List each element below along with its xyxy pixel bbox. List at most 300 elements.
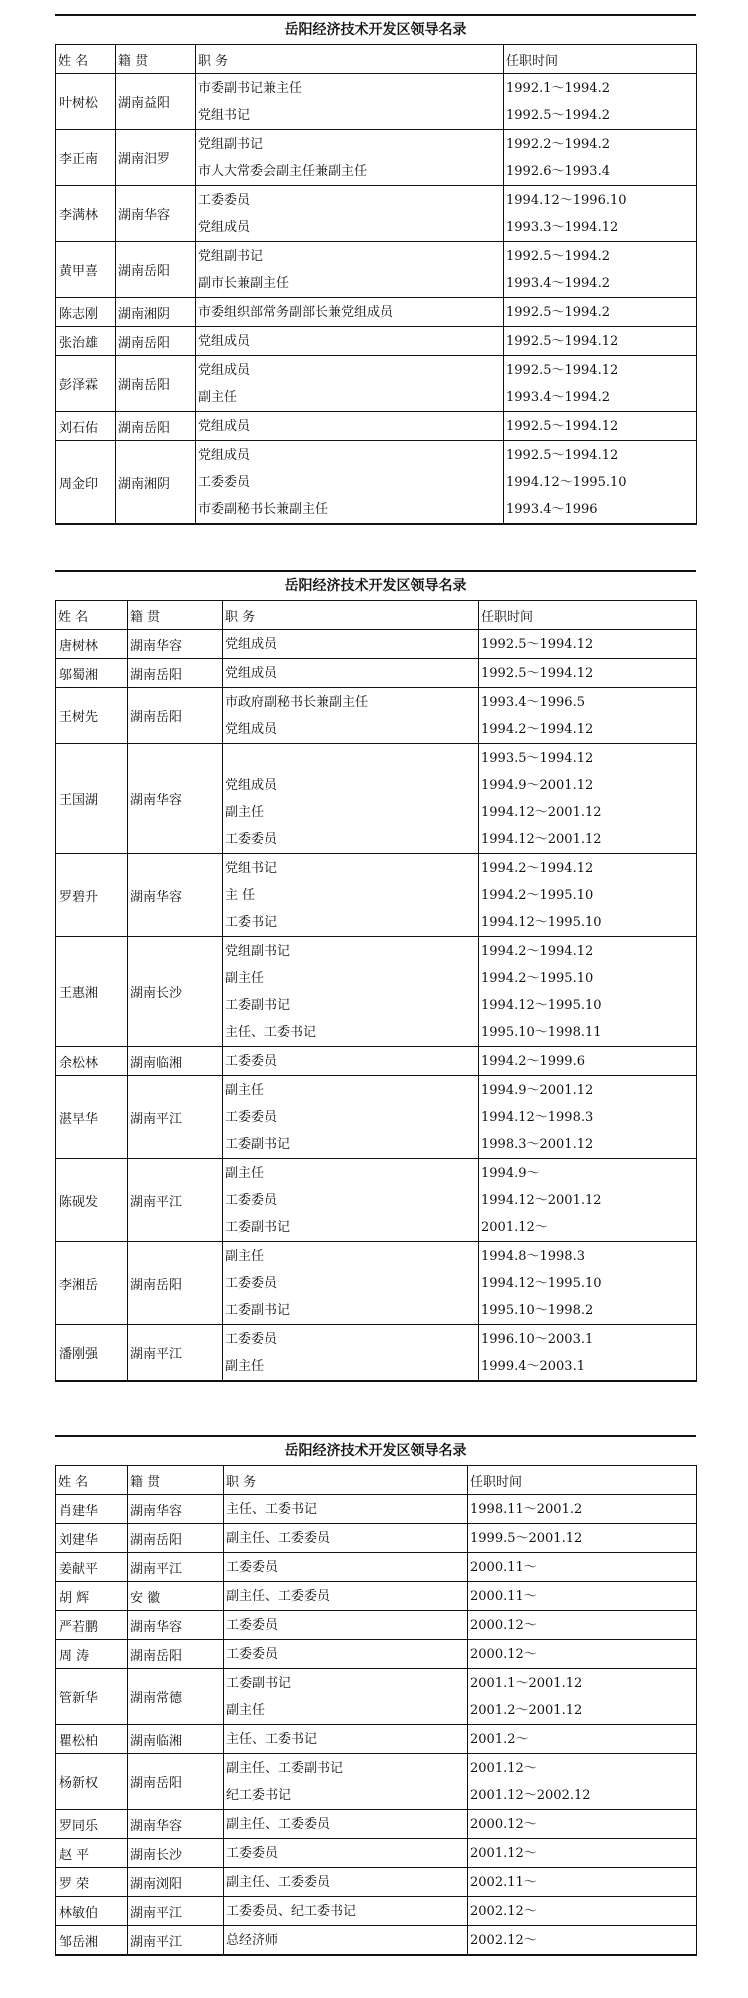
term-line: 1998.11～2001.2 (470, 1501, 583, 1517)
person-name: 肖建华 (56, 1495, 128, 1524)
header-post: 职 务 (224, 1466, 468, 1495)
person-name: 叶树松 (56, 74, 116, 130)
header-post: 职 务 (223, 601, 479, 630)
person-name: 张治雄 (56, 327, 116, 356)
person-name: 李满林 (56, 186, 116, 242)
table-row (56, 74, 697, 130)
person-posts (223, 1325, 479, 1382)
person-origin: 湖南华容 (128, 1495, 224, 1524)
table-row (56, 130, 697, 186)
post-line: 党组成员 (198, 447, 251, 463)
post-line: 副主任 (225, 1248, 265, 1264)
post-line: 主 任 (225, 887, 256, 903)
person-name: 黄甲喜 (56, 242, 116, 298)
post-line: 工委副书记 (225, 1136, 291, 1152)
person-name: 杨新权 (56, 1754, 128, 1810)
table-row (56, 1897, 697, 1926)
person-terms (468, 1669, 697, 1725)
roster-title: 岳阳经济技术开发区领导名录 (55, 1435, 696, 1465)
person-name: 陈志刚 (56, 298, 116, 327)
post-line: 工委委员 (198, 474, 251, 490)
table-row (56, 1553, 697, 1582)
post-line: 主任、工委书记 (226, 1731, 318, 1747)
table-row (56, 1839, 697, 1868)
roster-section-2 (55, 570, 696, 1382)
table-row (56, 1159, 697, 1242)
table-header-row (56, 45, 697, 74)
post-line: 主任、工委书记 (225, 1024, 317, 1040)
post-line: 工委委员 (225, 1192, 278, 1208)
roster-table (55, 1465, 697, 1956)
person-name: 王国湖 (56, 744, 128, 854)
term-line: 2000.12～ (470, 1617, 537, 1633)
person-origin: 湖南华容 (128, 1810, 224, 1839)
roster-section-3 (55, 1435, 696, 1956)
term-line: 1995.10～1998.11 (481, 1024, 602, 1040)
term-line: 1994.2～1994.12 (481, 860, 594, 876)
person-posts (223, 630, 479, 659)
header-term: 任职时间 (504, 45, 697, 74)
person-origin: 湖南浏阳 (128, 1868, 224, 1897)
person-posts (224, 1725, 468, 1754)
person-origin: 湖南益阳 (116, 74, 196, 130)
table-header-row (56, 601, 697, 630)
term-line: 1992.5～1994.2 (506, 248, 610, 264)
term-line: 1994.9～ (481, 1165, 540, 1181)
person-name: 严若鹏 (56, 1611, 128, 1640)
person-terms (504, 327, 697, 356)
term-line: 1992.6～1993.4 (506, 163, 610, 179)
term-line: 1994.12～1995.10 (481, 1275, 602, 1291)
person-terms (468, 1926, 697, 1956)
person-terms (468, 1897, 697, 1926)
person-origin: 湖南岳阳 (116, 242, 196, 298)
post-line: 市政府副秘书长兼副主任 (225, 694, 369, 710)
person-posts (224, 1839, 468, 1868)
post-line: 工委副书记 (225, 1219, 291, 1235)
person-posts (196, 356, 504, 412)
post-line: 党组成员 (225, 777, 278, 793)
table-row (56, 1810, 697, 1839)
person-name: 周 涛 (56, 1640, 128, 1669)
person-terms (479, 1325, 697, 1382)
post-line: 副主任 (226, 1702, 266, 1718)
term-line: 1992.5～1994.12 (481, 665, 594, 681)
table-row (56, 1725, 697, 1754)
person-origin: 安 徽 (128, 1582, 224, 1611)
post-line: 党组成员 (198, 418, 251, 434)
post-line: 工委副书记 (226, 1675, 292, 1691)
post-line: 工委委员 (226, 1559, 279, 1575)
term-line: 1994.2～1994.12 (481, 943, 594, 959)
post-line: 副主任、工委委员 (226, 1588, 331, 1604)
term-line: 1993.4～1996 (506, 501, 598, 517)
person-posts (224, 1553, 468, 1582)
term-line: 2001.12～ (470, 1760, 537, 1776)
person-terms (468, 1524, 697, 1553)
post-line: 党组书记 (225, 860, 278, 876)
person-posts (223, 744, 479, 854)
table-row (56, 1242, 697, 1325)
person-name: 姜献平 (56, 1553, 128, 1582)
person-origin: 湖南平江 (128, 1325, 223, 1382)
post-line: 工委委员、纪工委书记 (226, 1903, 357, 1919)
person-terms (479, 1159, 697, 1242)
term-line: 1994.9～2001.12 (481, 777, 594, 793)
term-line: 2001.12～ (481, 1219, 548, 1235)
person-posts (223, 1047, 479, 1076)
table-row (56, 1325, 697, 1382)
post-line: 纪工委书记 (226, 1787, 292, 1803)
term-line: 1993.4～1996.5 (481, 694, 585, 710)
post-line: 工委委员 (226, 1845, 279, 1861)
term-line: 2001.2～ (470, 1731, 529, 1747)
person-origin: 湖南华容 (128, 1611, 224, 1640)
person-posts (224, 1582, 468, 1611)
table-row (56, 441, 697, 525)
person-posts (196, 74, 504, 130)
post-line: 主任、工委书记 (226, 1501, 318, 1517)
person-terms (479, 1047, 697, 1076)
person-posts (223, 1242, 479, 1325)
post-line: 市委副书记兼主任 (198, 80, 303, 96)
person-terms (468, 1611, 697, 1640)
person-origin: 湖南岳阳 (128, 688, 223, 744)
person-name: 管新华 (56, 1669, 128, 1725)
person-origin: 湖南常德 (128, 1669, 224, 1725)
post-line: 工委委员 (198, 192, 251, 208)
person-posts (223, 1159, 479, 1242)
post-line: 工委委员 (226, 1646, 279, 1662)
table-row (56, 1868, 697, 1897)
post-line: 党组书记 (198, 107, 251, 123)
term-line: 1999.5～2001.12 (470, 1530, 583, 1546)
person-posts (224, 1926, 468, 1956)
person-posts (196, 327, 504, 356)
person-origin: 湖南岳阳 (128, 1242, 223, 1325)
person-name: 罗 荣 (56, 1868, 128, 1897)
person-posts (223, 937, 479, 1047)
post-line: 党组副书记 (198, 136, 264, 152)
term-line: 1992.1～1994.2 (506, 80, 610, 96)
header-origin: 籍 贯 (128, 1466, 224, 1495)
table-row (56, 630, 697, 659)
header-term: 任职时间 (479, 601, 697, 630)
person-name: 王惠湘 (56, 937, 128, 1047)
term-line: 1994.2～1999.6 (481, 1053, 585, 1069)
post-line: 总经济师 (226, 1932, 279, 1948)
term-line: 2000.12～ (470, 1816, 537, 1832)
post-line: 党组成员 (225, 721, 278, 737)
table-row (56, 854, 697, 937)
post-line: 副主任 (225, 804, 265, 820)
header-post: 职 务 (196, 45, 504, 74)
post-line: 副主任、工委委员 (226, 1816, 331, 1832)
person-name: 刘石佑 (56, 412, 116, 441)
term-line: 1994.2～1994.12 (481, 721, 594, 737)
person-name: 湛早华 (56, 1076, 128, 1159)
person-origin: 湖南长沙 (128, 937, 223, 1047)
term-line: 2001.12～ (470, 1845, 537, 1861)
table-row (56, 242, 697, 298)
post-line: 工委委员 (225, 1109, 278, 1125)
term-line: 1992.5～1994.12 (481, 636, 594, 652)
person-origin: 湖南华容 (128, 630, 223, 659)
table-row (56, 688, 697, 744)
person-origin: 湖南华容 (128, 744, 223, 854)
person-terms (468, 1754, 697, 1810)
post-line: 市委组织部常务副部长兼党组成员 (198, 304, 394, 320)
person-origin: 湖南平江 (128, 1159, 223, 1242)
post-line: 工委委员 (225, 1053, 278, 1069)
table-row (56, 744, 697, 854)
term-line: 2001.1～2001.12 (470, 1675, 583, 1691)
person-name: 邹岳湘 (56, 1926, 128, 1956)
term-line: 1999.4～2003.1 (481, 1358, 585, 1374)
person-terms (479, 937, 697, 1047)
person-posts (224, 1669, 468, 1725)
table-row (56, 327, 697, 356)
person-terms (479, 659, 697, 688)
person-origin: 湖南岳阳 (128, 1754, 224, 1810)
term-line: 1994.12～1995.10 (481, 997, 602, 1013)
post-line: 副主任、工委副书记 (226, 1760, 344, 1776)
person-origin: 湖南岳阳 (116, 356, 196, 412)
post-line: 党组成员 (198, 333, 251, 349)
term-line: 2000.12～ (470, 1646, 537, 1662)
term-line: 1993.4～1994.2 (506, 389, 610, 405)
person-terms (468, 1553, 697, 1582)
person-posts (224, 1810, 468, 1839)
term-line: 1998.3～2001.12 (481, 1136, 594, 1152)
person-posts (223, 688, 479, 744)
post-line: 市委副秘书长兼副主任 (198, 501, 329, 517)
table-row (56, 1076, 697, 1159)
table-row (56, 1582, 697, 1611)
person-name: 王树先 (56, 688, 128, 744)
term-line: 1994.8～1998.3 (481, 1248, 585, 1264)
person-name: 林敏伯 (56, 1897, 128, 1926)
person-terms (504, 74, 697, 130)
person-origin: 湖南岳阳 (116, 327, 196, 356)
person-terms (468, 1582, 697, 1611)
post-line: 党组成员 (198, 362, 251, 378)
person-posts (196, 412, 504, 441)
term-line: 1994.12～2001.12 (481, 804, 602, 820)
term-line: 1995.10～1998.2 (481, 1302, 594, 1318)
person-posts (196, 242, 504, 298)
person-origin: 湖南平江 (128, 1897, 224, 1926)
term-line: 1993.3～1994.12 (506, 219, 619, 235)
header-term: 任职时间 (468, 1466, 697, 1495)
person-name: 潘刚强 (56, 1325, 128, 1382)
term-line: 1992.5～1994.12 (506, 447, 619, 463)
person-terms (504, 242, 697, 298)
person-name: 彭泽霖 (56, 356, 116, 412)
term-line: 1994.12～1996.10 (506, 192, 627, 208)
person-posts (224, 1640, 468, 1669)
post-line: 党组副书记 (225, 943, 291, 959)
person-terms (504, 441, 697, 525)
person-origin: 湖南岳阳 (128, 1524, 224, 1553)
table-row (56, 1754, 697, 1810)
roster-table (55, 44, 697, 525)
post-line: 工委委员 (225, 1331, 278, 1347)
person-origin: 湖南平江 (128, 1076, 223, 1159)
post-line: 副主任、工委委员 (226, 1530, 331, 1546)
term-line: 1994.12～1995.10 (506, 474, 627, 490)
person-name: 罗碧升 (56, 854, 128, 937)
person-terms (479, 630, 697, 659)
person-origin: 湖南湘阴 (116, 441, 196, 525)
post-line: 工委副书记 (225, 1302, 291, 1318)
term-line: 1993.5～1994.12 (481, 750, 594, 766)
post-line: 副主任 (225, 1165, 265, 1181)
term-line: 2002.12～ (470, 1903, 537, 1919)
table-row (56, 1669, 697, 1725)
person-terms (504, 130, 697, 186)
person-terms (468, 1810, 697, 1839)
table-row (56, 412, 697, 441)
term-line: 2001.12～2002.12 (470, 1787, 591, 1803)
post-line: 副市长兼副主任 (198, 275, 290, 291)
person-origin: 湖南岳阳 (116, 412, 196, 441)
person-posts (196, 130, 504, 186)
term-line: 1992.5～1994.2 (506, 107, 610, 123)
post-line: 副主任、工委委员 (226, 1874, 331, 1890)
term-line: 1992.5～1994.12 (506, 333, 619, 349)
term-line: 1994.2～1995.10 (481, 970, 594, 986)
person-name: 李正南 (56, 130, 116, 186)
term-line: 1996.10～2003.1 (481, 1331, 594, 1347)
term-line: 2002.12～ (470, 1932, 537, 1948)
person-name: 罗同乐 (56, 1810, 128, 1839)
header-name: 姓 名 (56, 45, 116, 74)
term-line: 1993.4～1994.2 (506, 275, 610, 291)
term-line: 1994.12～1998.3 (481, 1109, 594, 1125)
person-posts (196, 441, 504, 525)
term-line: 1994.9～2001.12 (481, 1082, 594, 1098)
person-origin: 湖南长沙 (128, 1839, 224, 1868)
post-line: 副主任 (198, 389, 238, 405)
person-posts (223, 1076, 479, 1159)
table-row (56, 1640, 697, 1669)
person-name: 陈砚发 (56, 1159, 128, 1242)
person-origin: 湖南湘阴 (116, 298, 196, 327)
person-origin: 湖南华容 (116, 186, 196, 242)
table-row (56, 356, 697, 412)
person-posts (196, 298, 504, 327)
post-line: 党组成员 (198, 219, 251, 235)
person-origin: 湖南华容 (128, 854, 223, 937)
term-line: 2000.11～ (470, 1588, 537, 1604)
person-name: 唐树林 (56, 630, 128, 659)
person-posts (224, 1897, 468, 1926)
person-name: 李湘岳 (56, 1242, 128, 1325)
person-origin: 湖南汨罗 (116, 130, 196, 186)
person-origin: 湖南临湘 (128, 1047, 223, 1076)
person-origin: 湖南岳阳 (128, 1640, 224, 1669)
person-name: 赵 平 (56, 1839, 128, 1868)
post-line: 党组成员 (225, 636, 278, 652)
table-row (56, 1495, 697, 1524)
person-terms (504, 412, 697, 441)
post-line: 工委委员 (225, 831, 278, 847)
term-line: 2001.2～2001.12 (470, 1702, 583, 1718)
post-line: 工委副书记 (225, 997, 291, 1013)
person-terms (479, 744, 697, 854)
header-name: 姓 名 (56, 1466, 128, 1495)
table-header-row (56, 1466, 697, 1495)
person-posts (224, 1868, 468, 1897)
term-line: 1992.5～1994.12 (506, 418, 619, 434)
person-terms (468, 1839, 697, 1868)
term-line: 1994.12～1995.10 (481, 914, 602, 930)
table-row (56, 937, 697, 1047)
person-terms (468, 1725, 697, 1754)
person-name: 周金印 (56, 441, 116, 525)
person-posts (224, 1754, 468, 1810)
post-line: 工委书记 (225, 914, 278, 930)
person-posts (224, 1611, 468, 1640)
person-origin: 湖南临湘 (128, 1725, 224, 1754)
table-row (56, 1524, 697, 1553)
person-posts (223, 659, 479, 688)
post-line: 工委委员 (225, 1275, 278, 1291)
person-name: 邬蜀湘 (56, 659, 128, 688)
term-line: 1994.12～2001.12 (481, 831, 602, 847)
post-line: 党组副书记 (198, 248, 264, 264)
person-posts (224, 1524, 468, 1553)
term-line: 1992.2～1994.2 (506, 136, 610, 152)
header-name: 姓 名 (56, 601, 128, 630)
person-terms (479, 1242, 697, 1325)
header-origin: 籍 贯 (128, 601, 223, 630)
term-line: 1992.5～1994.12 (506, 362, 619, 378)
post-line: 党组成员 (225, 665, 278, 681)
person-terms (479, 688, 697, 744)
person-terms (468, 1868, 697, 1897)
person-terms (479, 854, 697, 937)
table-row (56, 659, 697, 688)
term-line: 2000.11～ (470, 1559, 537, 1575)
header-origin: 籍 贯 (116, 45, 196, 74)
person-terms (504, 186, 697, 242)
roster-title: 岳阳经济技术开发区领导名录 (55, 14, 696, 44)
person-origin: 湖南平江 (128, 1926, 224, 1956)
person-origin: 湖南平江 (128, 1553, 224, 1582)
person-posts (196, 186, 504, 242)
post-line: 副主任 (225, 1358, 265, 1374)
term-line: 2002.11～ (470, 1874, 537, 1890)
person-name: 瞿松柏 (56, 1725, 128, 1754)
term-line: 1992.5～1994.2 (506, 304, 610, 320)
post-line: 市人大常委会副主任兼副主任 (198, 163, 368, 179)
person-posts (223, 854, 479, 937)
term-line: 1994.12～2001.12 (481, 1192, 602, 1208)
table-row (56, 1611, 697, 1640)
roster-table (55, 600, 697, 1382)
table-row (56, 1047, 697, 1076)
post-line (225, 745, 476, 772)
table-row (56, 298, 697, 327)
roster-title: 岳阳经济技术开发区领导名录 (55, 570, 696, 600)
person-name: 刘建华 (56, 1524, 128, 1553)
person-name: 胡 辉 (56, 1582, 128, 1611)
person-terms (468, 1640, 697, 1669)
table-row (56, 186, 697, 242)
post-line: 工委委员 (226, 1617, 279, 1633)
